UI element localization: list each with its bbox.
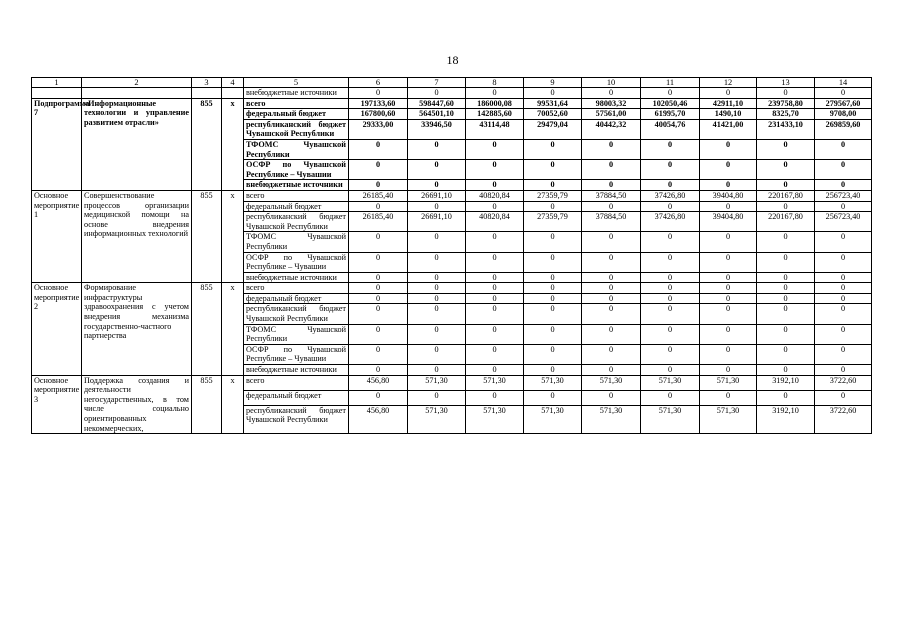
program-name: Основное мероприятие 2 (32, 283, 82, 375)
value-cell: 0 (524, 283, 582, 294)
value-cell: 70052,60 (524, 109, 582, 120)
value-cell: 142885,60 (466, 109, 524, 120)
value-cell: 0 (524, 252, 582, 272)
value-cell: 0 (408, 252, 466, 272)
page-number: 18 (446, 53, 459, 67)
value-cell: 220167,80 (757, 212, 815, 232)
value-cell: 186000,08 (466, 98, 524, 109)
value-cell: 0 (524, 304, 582, 324)
value-cell: 40054,76 (641, 119, 700, 139)
value-cell: 0 (524, 293, 582, 304)
executor-code: 855 (192, 375, 222, 434)
value-cell: 0 (466, 88, 524, 99)
value-cell: 0 (700, 232, 757, 252)
value-cell: 0 (466, 232, 524, 252)
value-cell: 0 (524, 201, 582, 212)
value-cell: 0 (757, 180, 815, 191)
value-cell: 40442,32 (582, 119, 641, 139)
value-cell: 256723,40 (815, 190, 872, 201)
value-cell: 0 (466, 324, 524, 344)
value-cell: 0 (349, 139, 408, 159)
value-cell: 9708,00 (815, 109, 872, 120)
program-description: Совершенствование процессов организации медицинской помощи на основе внедрения информационных технологий (82, 190, 192, 282)
column-number: 12 (700, 78, 757, 88)
value-cell: 0 (524, 139, 582, 159)
value-cell: 39404,80 (700, 212, 757, 232)
value-cell: 40820,84 (466, 212, 524, 232)
value-cell: 0 (641, 390, 700, 405)
value-cell: 571,30 (524, 375, 582, 390)
value-cell: 0 (524, 88, 582, 99)
column-number: 6 (349, 78, 408, 88)
value-cell: 41421,00 (700, 119, 757, 139)
value-cell: 0 (582, 272, 641, 283)
value-cell: 0 (641, 344, 700, 364)
value-cell: 0 (757, 293, 815, 304)
value-cell: 0 (815, 88, 872, 99)
value-cell: 0 (408, 293, 466, 304)
budget-table (31, 77, 872, 434)
value-cell: 0 (349, 365, 408, 376)
funding-source: федеральный бюджет (244, 293, 349, 304)
value-cell: 42911,10 (700, 98, 757, 109)
value-cell: 0 (815, 304, 872, 324)
value-cell: 571,30 (524, 405, 582, 434)
value-cell: 0 (582, 180, 641, 191)
value-cell: 0 (700, 293, 757, 304)
value-cell: 197133,60 (349, 98, 408, 109)
value-cell: 0 (700, 324, 757, 344)
column-number: 11 (641, 78, 700, 88)
column-number: 4 (222, 78, 244, 88)
value-cell: 3722,60 (815, 405, 872, 434)
value-cell: 3192,10 (757, 375, 815, 390)
value-cell: 256723,40 (815, 212, 872, 232)
value-cell: 37426,80 (641, 212, 700, 232)
value-cell: 0 (582, 201, 641, 212)
funding-source: ТФОМС Чувашской Республики (244, 139, 349, 159)
section-code: х (222, 190, 244, 282)
value-cell: 571,30 (466, 375, 524, 390)
value-cell: 0 (582, 390, 641, 405)
value-cell: 0 (524, 232, 582, 252)
value-cell: 26691,10 (408, 190, 466, 201)
value-cell: 571,30 (582, 405, 641, 434)
value-cell: 0 (757, 139, 815, 159)
value-cell: 37426,80 (641, 190, 700, 201)
table-row (32, 283, 872, 294)
value-cell: 0 (408, 160, 466, 180)
funding-source: республиканский бюджет Чувашской Республики (244, 405, 349, 434)
funding-source: ТФОМС Чувашской Республики (244, 324, 349, 344)
section-code: х (222, 98, 244, 190)
value-cell: 0 (757, 390, 815, 405)
value-cell: 0 (641, 252, 700, 272)
value-cell: 167800,60 (349, 109, 408, 120)
value-cell: 99531,64 (524, 98, 582, 109)
value-cell: 0 (700, 304, 757, 324)
value-cell: 0 (524, 272, 582, 283)
value-cell: 0 (815, 160, 872, 180)
funding-source: всего (244, 190, 349, 201)
column-number: 8 (466, 78, 524, 88)
value-cell: 0 (349, 344, 408, 364)
value-cell: 571,30 (700, 405, 757, 434)
value-cell: 37884,50 (582, 190, 641, 201)
column-number: 5 (244, 78, 349, 88)
value-cell: 102050,46 (641, 98, 700, 109)
value-cell: 269859,60 (815, 119, 872, 139)
column-number: 1 (32, 78, 82, 88)
value-cell: 39404,80 (700, 190, 757, 201)
value-cell: 0 (349, 88, 408, 99)
funding-source: внебюджетные источники (244, 272, 349, 283)
table-row (32, 98, 872, 109)
value-cell: 0 (757, 201, 815, 212)
value-cell: 0 (582, 160, 641, 180)
value-cell: 0 (408, 304, 466, 324)
value-cell: 0 (349, 252, 408, 272)
value-cell: 0 (815, 390, 872, 405)
value-cell: 0 (815, 272, 872, 283)
executor-code: 855 (192, 283, 222, 375)
value-cell: 571,30 (582, 375, 641, 390)
column-number: 13 (757, 78, 815, 88)
value-cell: 0 (582, 232, 641, 252)
funding-source: ОСФР по Чувашской Республике – Чувашии (244, 344, 349, 364)
value-cell: 0 (700, 160, 757, 180)
value-cell: 571,30 (408, 375, 466, 390)
value-cell: 3192,10 (757, 405, 815, 434)
funding-source: внебюджетные источники (244, 88, 349, 99)
value-cell: 0 (408, 88, 466, 99)
funding-source: федеральный бюджет (244, 390, 349, 405)
value-cell: 0 (524, 365, 582, 376)
value-cell: 40820,84 (466, 190, 524, 201)
value-cell: 0 (757, 344, 815, 364)
value-cell: 598447,60 (408, 98, 466, 109)
section-code: х (222, 283, 244, 375)
value-cell: 1490,10 (700, 109, 757, 120)
value-cell: 0 (524, 344, 582, 364)
value-cell: 231433,10 (757, 119, 815, 139)
value-cell: 0 (408, 324, 466, 344)
value-cell: 571,30 (466, 405, 524, 434)
program-name: Основное мероприятие 1 (32, 190, 82, 282)
value-cell: 0 (700, 180, 757, 191)
value-cell: 0 (582, 304, 641, 324)
program-description: Формирование инфраструктуры здравоохранения с учетом внедрения механизма государственно-частного партнерства (82, 283, 192, 375)
value-cell: 0 (641, 272, 700, 283)
funding-source: всего (244, 98, 349, 109)
column-number: 9 (524, 78, 582, 88)
value-cell: 0 (408, 390, 466, 405)
value-cell: 0 (757, 88, 815, 99)
value-cell: 26185,40 (349, 190, 408, 201)
value-cell: 0 (582, 252, 641, 272)
value-cell: 0 (582, 344, 641, 364)
value-cell: 0 (757, 252, 815, 272)
value-cell: 27359,79 (524, 190, 582, 201)
value-cell: 0 (815, 365, 872, 376)
value-cell: 0 (466, 344, 524, 364)
value-cell: 239758,80 (757, 98, 815, 109)
value-cell: 564501,10 (408, 109, 466, 120)
funding-source: республиканский бюджет Чувашской Республики (244, 212, 349, 232)
value-cell: 0 (757, 283, 815, 294)
value-cell: 0 (641, 324, 700, 344)
value-cell: 43114,48 (466, 119, 524, 139)
value-cell: 0 (408, 201, 466, 212)
value-cell: 29479,04 (524, 119, 582, 139)
value-cell: 0 (524, 180, 582, 191)
value-cell: 0 (641, 180, 700, 191)
value-cell: 0 (582, 88, 641, 99)
header-row (32, 78, 872, 88)
value-cell: 0 (757, 324, 815, 344)
section-code: х (222, 375, 244, 434)
value-cell: 0 (582, 365, 641, 376)
program-name: Подпрограмма 7 (32, 98, 82, 190)
value-cell: 0 (524, 390, 582, 405)
value-cell: 0 (815, 324, 872, 344)
value-cell: 0 (700, 365, 757, 376)
value-cell: 0 (466, 272, 524, 283)
value-cell: 8325,70 (757, 109, 815, 120)
value-cell: 0 (349, 180, 408, 191)
funding-source: республиканский бюджет Чувашской Республики (244, 119, 349, 139)
value-cell: 0 (349, 160, 408, 180)
value-cell: 0 (700, 252, 757, 272)
value-cell: 0 (466, 304, 524, 324)
executor-code: 855 (192, 190, 222, 282)
value-cell: 0 (466, 201, 524, 212)
column-number: 10 (582, 78, 641, 88)
column-number: 3 (192, 78, 222, 88)
funding-source: федеральный бюджет (244, 109, 349, 120)
value-cell: 0 (815, 180, 872, 191)
value-cell: 0 (349, 272, 408, 283)
value-cell: 0 (815, 344, 872, 364)
value-cell: 0 (641, 201, 700, 212)
value-cell: 571,30 (641, 375, 700, 390)
value-cell: 0 (349, 293, 408, 304)
value-cell: 98003,32 (582, 98, 641, 109)
table-row (32, 88, 872, 99)
empty-cell (82, 88, 192, 99)
value-cell: 0 (582, 324, 641, 344)
value-cell: 0 (408, 283, 466, 294)
value-cell: 37884,50 (582, 212, 641, 232)
value-cell: 0 (349, 283, 408, 294)
column-number: 14 (815, 78, 872, 88)
value-cell: 571,30 (408, 405, 466, 434)
value-cell: 0 (408, 272, 466, 283)
value-cell: 0 (408, 232, 466, 252)
funding-source: федеральный бюджет (244, 201, 349, 212)
value-cell: 571,30 (641, 405, 700, 434)
value-cell: 279567,60 (815, 98, 872, 109)
program-description: «Информационные технологии и управление развитием отрасли» (82, 98, 192, 190)
value-cell: 0 (466, 390, 524, 405)
value-cell: 220167,80 (757, 190, 815, 201)
value-cell: 0 (466, 365, 524, 376)
value-cell: 0 (582, 283, 641, 294)
value-cell: 0 (757, 365, 815, 376)
funding-source: ТФОМС Чувашской Республики (244, 232, 349, 252)
value-cell: 0 (757, 160, 815, 180)
value-cell: 33946,50 (408, 119, 466, 139)
column-number: 7 (408, 78, 466, 88)
value-cell: 0 (815, 283, 872, 294)
value-cell: 61995,70 (641, 109, 700, 120)
value-cell: 0 (349, 304, 408, 324)
value-cell: 0 (641, 304, 700, 324)
program-description: Поддержка создания и деятельности негосударственных, в том числе социально ориентированных некоммерческих, (82, 375, 192, 434)
value-cell: 0 (466, 139, 524, 159)
funding-source: ОСФР по Чувашской Республике – Чувашии (244, 252, 349, 272)
empty-cell (192, 88, 222, 99)
value-cell: 0 (815, 201, 872, 212)
value-cell: 0 (700, 283, 757, 294)
value-cell: 3722,60 (815, 375, 872, 390)
funding-source: всего (244, 283, 349, 294)
value-cell: 26691,10 (408, 212, 466, 232)
value-cell: 0 (582, 293, 641, 304)
table-row (32, 375, 872, 390)
value-cell: 0 (466, 283, 524, 294)
value-cell: 0 (700, 139, 757, 159)
value-cell: 0 (408, 365, 466, 376)
value-cell: 0 (641, 232, 700, 252)
funding-source: всего (244, 375, 349, 390)
value-cell: 0 (524, 324, 582, 344)
value-cell: 0 (408, 344, 466, 364)
value-cell: 0 (815, 252, 872, 272)
value-cell: 0 (408, 139, 466, 159)
value-cell: 0 (466, 252, 524, 272)
empty-cell (222, 88, 244, 99)
value-cell: 0 (757, 272, 815, 283)
value-cell: 0 (641, 160, 700, 180)
column-number: 2 (82, 78, 192, 88)
value-cell: 456,80 (349, 375, 408, 390)
value-cell: 26185,40 (349, 212, 408, 232)
value-cell: 0 (700, 390, 757, 405)
value-cell: 0 (349, 390, 408, 405)
value-cell: 0 (815, 139, 872, 159)
value-cell: 0 (815, 232, 872, 252)
value-cell: 27359,79 (524, 212, 582, 232)
value-cell: 0 (466, 160, 524, 180)
funding-source: ОСФР по Чувашской Республике – Чувашии (244, 160, 349, 180)
funding-source: республиканский бюджет Чувашской Республики (244, 304, 349, 324)
funding-source: внебюджетные источники (244, 180, 349, 191)
table-row (32, 190, 872, 201)
value-cell: 0 (466, 293, 524, 304)
empty-cell (32, 88, 82, 99)
value-cell: 0 (466, 180, 524, 191)
value-cell: 29333,00 (349, 119, 408, 139)
funding-source: внебюджетные источники (244, 365, 349, 376)
value-cell: 0 (408, 180, 466, 191)
value-cell: 0 (700, 344, 757, 364)
value-cell: 0 (582, 139, 641, 159)
value-cell: 0 (815, 293, 872, 304)
value-cell: 0 (700, 201, 757, 212)
value-cell: 0 (349, 232, 408, 252)
value-cell: 571,30 (700, 375, 757, 390)
value-cell: 0 (757, 304, 815, 324)
value-cell: 0 (349, 324, 408, 344)
value-cell: 0 (757, 232, 815, 252)
value-cell: 0 (700, 272, 757, 283)
value-cell: 0 (700, 88, 757, 99)
value-cell: 0 (641, 283, 700, 294)
value-cell: 0 (641, 139, 700, 159)
executor-code: 855 (192, 98, 222, 190)
value-cell: 0 (524, 160, 582, 180)
value-cell: 0 (641, 365, 700, 376)
value-cell: 0 (641, 293, 700, 304)
value-cell: 456,80 (349, 405, 408, 434)
value-cell: 0 (641, 88, 700, 99)
value-cell: 57561,00 (582, 109, 641, 120)
value-cell: 0 (349, 201, 408, 212)
program-name: Основное мероприятие 3 (32, 375, 82, 434)
